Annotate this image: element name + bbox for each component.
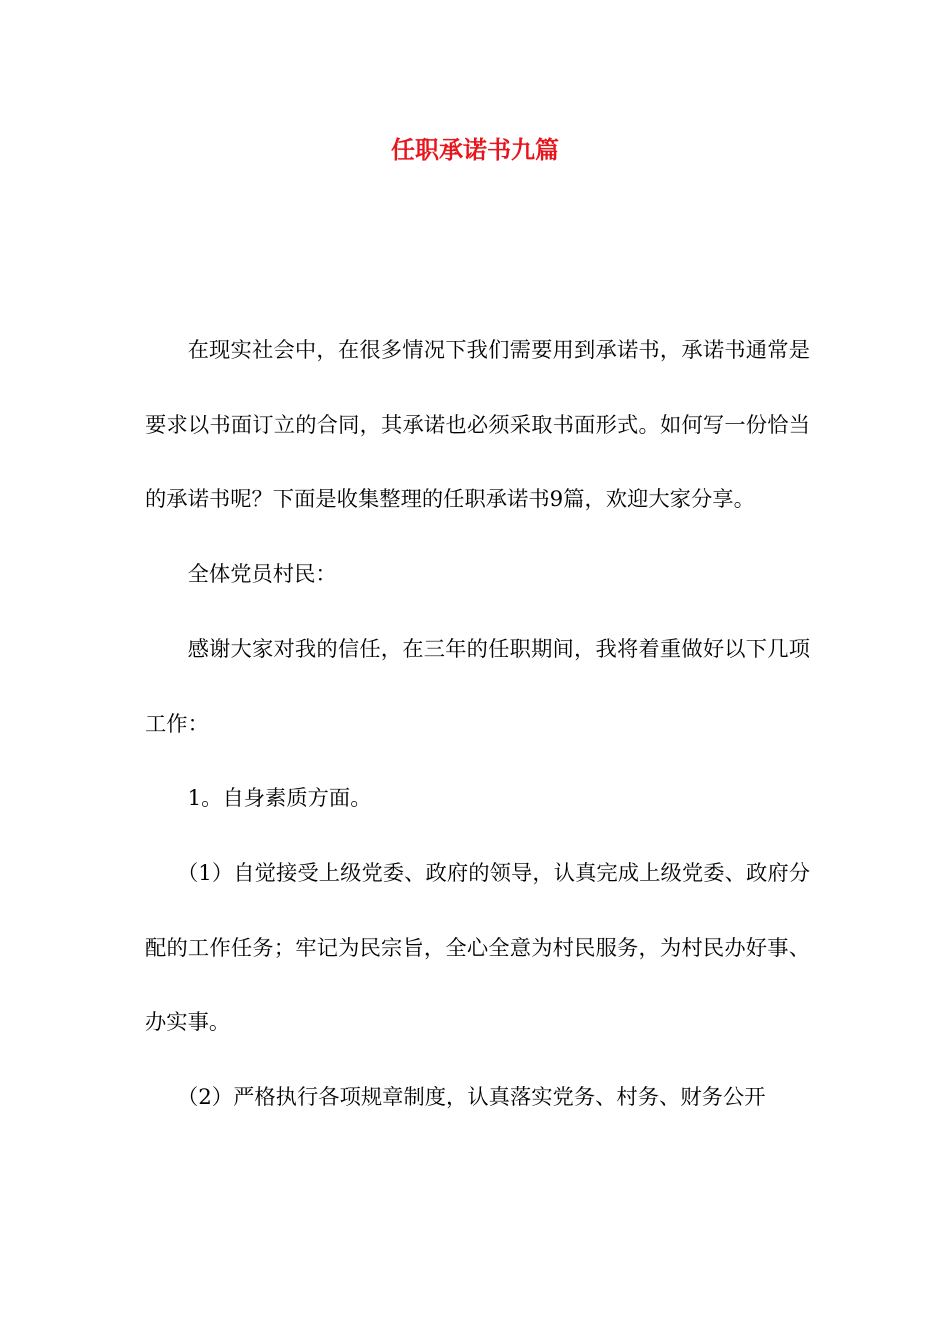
document-body [145, 314, 810, 1136]
document-title: 任职承诺书九篇 [391, 135, 559, 164]
paragraph-item-1: （1）自觉接受上级党委、政府的领导，认真完成上级党委、政府分配的工作任务；牢记为民宗旨，全心全意为村民服务，为村民办好事、办实事。 [145, 860, 810, 1036]
paragraph-item-2: （2）严格执行各项规章制度，认真落实党务、村务、财务公开 [176, 1085, 766, 1111]
paragraph-salutation: 全体党员村民： [187, 562, 337, 588]
paragraph-thanks: 感谢大家对我的信任，在三年的任职期间，我将着重做好以下几项工作： [145, 636, 810, 737]
paragraph-section-1: 1。自身素质方面。 [187, 786, 372, 812]
paragraph-intro: 在现实社会中，在很多情况下我们需要用到承诺书，承诺书通常是要求以书面订立的合同，其承诺也必须采取书面形式。如何写一份恰当的承诺书呢？下面是收集整理的任职承诺书9篇，欢迎大家分享。 [145, 338, 810, 513]
